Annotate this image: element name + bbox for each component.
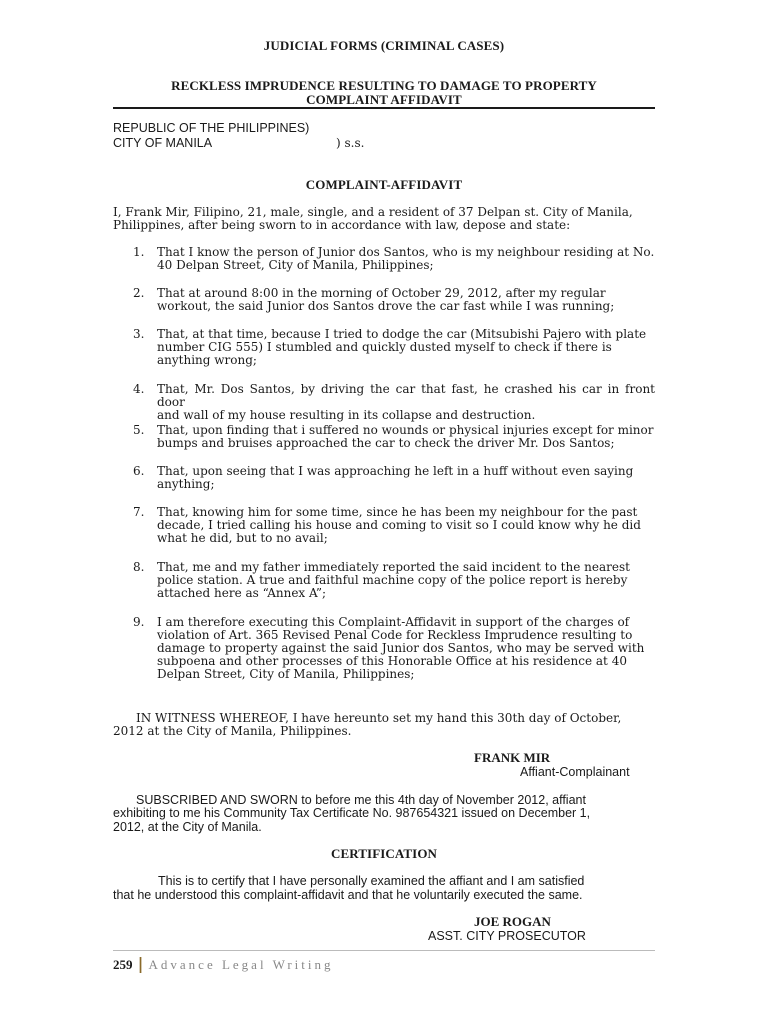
item-line: That, me and my father immediately reported the said incident to the nearest [157, 560, 630, 574]
item-line: attached here as “Annex A”; [157, 586, 327, 600]
prosecutor-name: JOE ROGAN [474, 914, 551, 929]
item-line: I am therefore executing this Complaint-Affidavit in support of the charges of [157, 615, 630, 629]
item-line: what he did, but to no avail; [157, 531, 328, 545]
item-line: violation of Art. 365 Revised Penal Code for Reckless Imprudence resulting to [157, 628, 633, 642]
jurat-line2: exhibiting to me his Community Tax Certificate No. 987654321 issued on December 1, [113, 806, 591, 820]
item-line: police station. A true and faithful machine copy of the police report is hereby [157, 573, 628, 587]
witness-line2: 2012 at the City of Manila, Philippines. [113, 724, 352, 738]
form-title-line2: COMPLAINT AFFIDAVIT [306, 92, 462, 107]
prosecutor-title: ASST. CITY PROSECUTOR [428, 929, 586, 943]
item-number: 7. [133, 505, 145, 519]
section-title: JUDICIAL FORMS (CRIMINAL CASES) [263, 38, 505, 53]
page-footer [113, 954, 334, 973]
certification-title: CERTIFICATION [330, 846, 438, 861]
item-number: 9. [133, 615, 145, 629]
affiant-name: FRANK MIR [474, 750, 551, 765]
item-line: That, upon finding that i suffered no wounds or physical injuries except for minor [157, 423, 654, 437]
item-line: That I know the person of Junior dos Santos, who is my neighbour residing at No. [157, 245, 655, 259]
item-line: That, Mr. Dos Santos, by driving the car that fast, he crashed his car in front door [157, 382, 655, 409]
item-line: anything; [157, 477, 215, 491]
item-line: That, at that time, because I tried to dodge the car (Mitsubishi Pajero with plate [157, 327, 647, 341]
item-number: 4. [133, 382, 145, 396]
item-line: number CIG 555) I stumbled and quickly dusted myself to check if there is [157, 340, 612, 354]
jurat-line3: 2012, at the City of Manila. [113, 820, 262, 834]
item-line: That at around 8:00 in the morning of October 29, 2012, after my regular [157, 286, 606, 300]
item-line: Delpan Street, City of Manila, Philippines; [157, 667, 415, 681]
item-line: That, knowing him for some time, since he has been my neighbour for the past [157, 505, 638, 519]
item-line: and wall of my house resulting in its collapse and destruction. [157, 408, 536, 422]
form-title-line1: RECKLESS IMPRUDENCE RESULTING TO DAMAGE TO PROPERTY [171, 78, 597, 93]
page-number: 259 [113, 957, 133, 972]
item-number: 3. [133, 327, 145, 341]
item-line: bumps and bruises approached the car to check the driver Mr. Dos Santos; [157, 436, 615, 450]
document-title: COMPLAINT-AFFIDAVIT [305, 177, 463, 192]
venue-ss: ) s.s. [336, 136, 365, 150]
item-number: 2. [133, 286, 145, 300]
item-number: 6. [133, 464, 145, 478]
item-number: 1. [133, 245, 145, 259]
item-line: That, upon seeing that I was approaching he left in a huff without even saying [157, 464, 634, 478]
item-line: workout, the said Junior dos Santos drove the car fast while I was running; [157, 299, 615, 313]
item-line: 40 Delpan Street, City of Manila, Philippines; [157, 258, 434, 272]
intro-line1: I, Frank Mir, Filipino, 21, male, single, and a resident of 37 Delpan st. City of Manila, [113, 205, 633, 219]
venue-line1: REPUBLIC OF THE PHILIPPINES) [113, 121, 310, 135]
intro-line2: Philippines, after being sworn to in accordance with law, depose and state: [113, 218, 571, 232]
jurat-line1: SUBSCRIBED AND SWORN to before me this 4th day of November 2012, affiant [136, 793, 586, 807]
book-title: Advance Legal Writing [148, 957, 334, 972]
item-number: 5. [133, 423, 145, 437]
venue-city: CITY OF MANILA [113, 136, 213, 150]
affiant-role: Affiant-Complainant [520, 765, 630, 779]
item-line: damage to property against the said Junior dos Santos, who may be served with [157, 641, 645, 655]
footer-rule [113, 950, 655, 951]
certification-line1: This is to certify that I have personally examined the affiant and I am satisfied [158, 874, 585, 888]
footer-separator: | [137, 954, 144, 973]
item-line: subpoena and other processes of this Honorable Office at his residence at 40 [157, 654, 627, 668]
certification-line2: that he understood this complaint-affidavit and that he voluntarily executed the same. [113, 888, 583, 902]
item-number: 8. [133, 560, 145, 574]
item-line: decade, I tried calling his house and coming to visit so I could know why he did [157, 518, 641, 532]
witness-line1: IN WITNESS WHEREOF, I have hereunto set my hand this 30th day of October, [136, 711, 622, 725]
item-line: anything wrong; [157, 353, 257, 367]
header-rule [113, 107, 655, 109]
